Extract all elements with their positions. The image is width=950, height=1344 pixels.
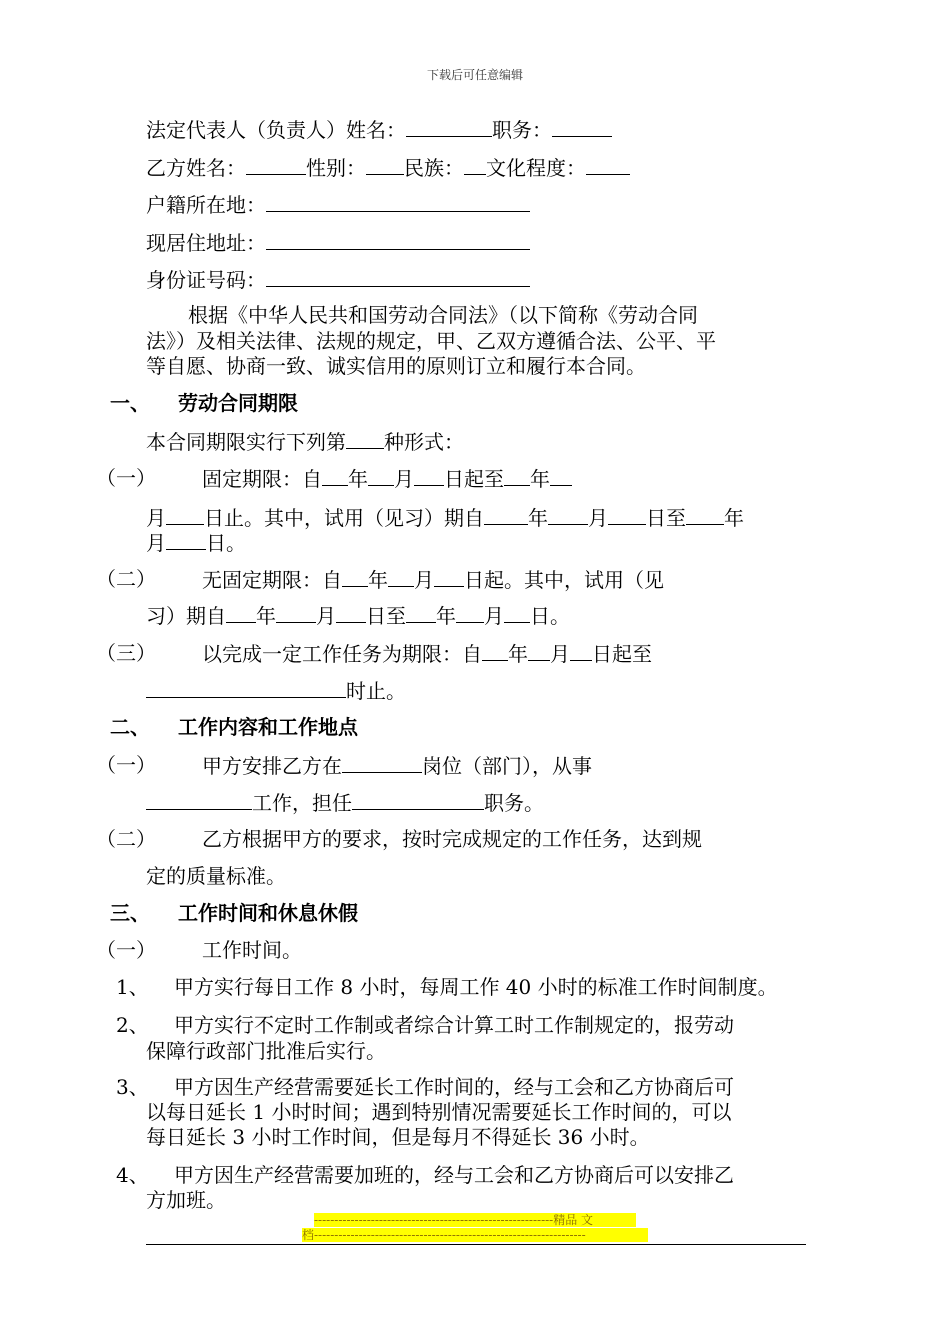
residence-line [146,229,530,256]
point-3-line-1: 甲方因生产经营需要延长工作时间的，经与工会和乙方协商后可 [174,1075,734,1099]
rep-label: 法定代表人（负责人）姓名： [146,118,406,142]
page-header: 下载后可任意编辑 [426,68,523,82]
s2-item1-line2 [146,789,544,816]
text: 日止。其中，试用（见习）期自 [204,506,484,530]
form-number-blank[interactable] [346,428,384,449]
task-blank[interactable] [146,677,346,698]
text: 年 [508,642,528,666]
point-number: 2、 [116,1013,149,1037]
s2-item1-number: （一） [96,753,156,777]
text: 年 [348,467,368,491]
text: 以完成一定工作任务为期限：自 [202,642,482,666]
section1-lead [146,428,464,455]
s1-item3-number: （三） [96,641,156,665]
text: 年 [724,506,744,530]
gender-label: 性别： [306,156,366,180]
s1-item1-line2 [146,504,744,531]
month-blank[interactable] [388,566,414,587]
text: 月 [484,604,504,628]
point-3-line-2: 以每日延长 1 小时时间；遇到特别情况需要延长工作时间的，可以 [146,1100,732,1124]
point-4-line-1: 甲方因生产经营需要加班的，经与工会和乙方协商后可以安排乙 [174,1163,734,1187]
text: 月 [146,506,166,530]
id-blank[interactable] [266,266,530,287]
text: 日起。其中，试用（见 [464,568,664,592]
s2-item2-line2: 定的质量标准。 [146,864,286,888]
day-blank[interactable] [570,640,592,661]
point-2-line-1: 甲方实行不定时工作制或者综合计算工时工作制规定的，报劳动 [174,1013,734,1037]
ethnic-blank[interactable] [464,154,486,175]
text: 月 [588,506,608,530]
section1-title: 劳动合同期限 [178,391,298,415]
month-blank[interactable] [166,529,206,550]
education-label: 文化程度： [486,156,586,180]
text: 年 [528,506,548,530]
year-blank[interactable] [342,566,368,587]
day-blank[interactable] [414,465,444,486]
s2-item1-line1 [202,752,592,779]
s1-item1-line1 [202,465,572,492]
footer-watermark-line-1: -----------------------------------------------------------精品 文 [314,1213,636,1227]
s1-item2-number: （二） [96,567,156,591]
year-blank[interactable] [322,465,348,486]
text: 日。 [206,531,246,555]
gender-blank[interactable] [366,154,404,175]
section3-number: 三、 [110,901,150,925]
year-blank[interactable] [504,465,530,486]
intro-line-2: 法》）及相关法律、法规的规定，甲、乙双方遵循合法、公平、平 [146,329,716,353]
lead-text-b: 种形式： [384,430,464,454]
lead-text-a: 本合同期限实行下列第 [146,430,346,454]
text: 年 [368,568,388,592]
residence-blank[interactable] [266,229,530,250]
name-blank[interactable] [246,154,306,175]
work-blank[interactable] [146,789,252,810]
section2-number: 二、 [110,715,150,739]
s3-item1-number: （一） [96,938,156,962]
text: 日至 [646,506,686,530]
point-2-line-2: 保障行政部门批准后实行。 [146,1039,386,1063]
year-blank[interactable] [226,602,256,623]
representative-line [146,116,612,143]
year-blank[interactable] [686,504,724,525]
text: 工作，担任 [252,791,352,815]
month-blank[interactable] [368,465,394,486]
point-4-line-2: 方加班。 [146,1188,226,1212]
point-1-line-1: 甲方实行每日工作 8 小时，每周工作 40 小时的标准工作时间制度。 [174,975,778,999]
ethnic-label: 民族： [404,156,464,180]
s1-item2-line2 [146,602,570,629]
residence-label: 现居住地址： [146,231,266,255]
text: 日至 [366,604,406,628]
day-blank[interactable] [166,504,204,525]
intro-line-3: 等自愿、协商一致、诚实信用的原则订立和履行本合同。 [146,354,646,378]
text: 固定期限：自 [202,467,322,491]
s2-item2-number: （二） [96,827,156,851]
household-blank[interactable] [266,191,530,212]
text: 月 [550,642,570,666]
year-blank[interactable] [484,504,528,525]
month-blank[interactable] [550,465,572,486]
day-blank[interactable] [434,566,464,587]
section3-title: 工作时间和休息休假 [178,901,358,925]
point-number: 1、 [116,975,149,999]
text: 年 [436,604,456,628]
id-label: 身份证号码： [146,268,266,292]
s3-item1-text: 工作时间。 [202,938,302,962]
s2-item2-line1: 乙方根据甲方的要求，按时完成规定的工作任务，达到规 [202,827,702,851]
month-blank[interactable] [456,602,484,623]
point-number: 3、 [116,1075,149,1099]
month-blank[interactable] [528,640,550,661]
s1-item1-line3 [146,529,246,556]
position-label: 职务： [492,118,552,142]
point-3-line-3: 每日延长 3 小时工作时间，但是每月不得延长 36 小时。 [146,1125,650,1149]
text: 时止。 [346,679,406,703]
text: 无固定期限：自 [202,568,342,592]
text: 甲方安排乙方在 [202,754,342,778]
text: 月 [414,568,434,592]
text: 月 [316,604,336,628]
text: 岗位（部门），从事 [422,754,592,778]
text: 月 [146,531,166,555]
post-blank[interactable] [342,752,422,773]
text: 年 [530,467,550,491]
s1-item2-line1 [202,566,664,593]
s1-item1-number: （一） [96,466,156,490]
year-blank[interactable] [482,640,508,661]
party-b-line [146,154,630,181]
s1-item3-line1 [202,640,652,667]
text: 日起至 [444,467,504,491]
year-blank[interactable] [406,602,436,623]
text: 习）期自 [146,604,226,628]
day-blank[interactable] [336,602,366,623]
name-label: 乙方姓名： [146,156,246,180]
duty-blank[interactable] [352,789,484,810]
day-blank[interactable] [504,602,530,623]
month-blank[interactable] [548,504,588,525]
household-label: 户籍所在地： [146,193,266,217]
text: 日。 [530,604,570,628]
intro-line-1: 根据《中华人民共和国劳动合同法》（以下简称《劳动合同 [188,303,698,327]
id-line [146,266,530,293]
footer-divider [146,1244,806,1245]
text: 年 [256,604,276,628]
point-number: 4、 [116,1163,149,1187]
text: 职务。 [484,791,544,815]
education-blank[interactable] [586,154,630,175]
section1-number: 一、 [110,391,150,415]
s1-item3-line2 [146,677,406,704]
footer-watermark-line-2: 档------------------------------------------------------------------- [302,1228,648,1242]
household-line [146,191,530,218]
text: 月 [394,467,414,491]
rep-blank[interactable] [406,116,492,137]
section2-title: 工作内容和工作地点 [178,715,358,739]
day-blank[interactable] [608,504,646,525]
month-blank[interactable] [276,602,316,623]
text: 日起至 [592,642,652,666]
position-blank[interactable] [552,116,612,137]
